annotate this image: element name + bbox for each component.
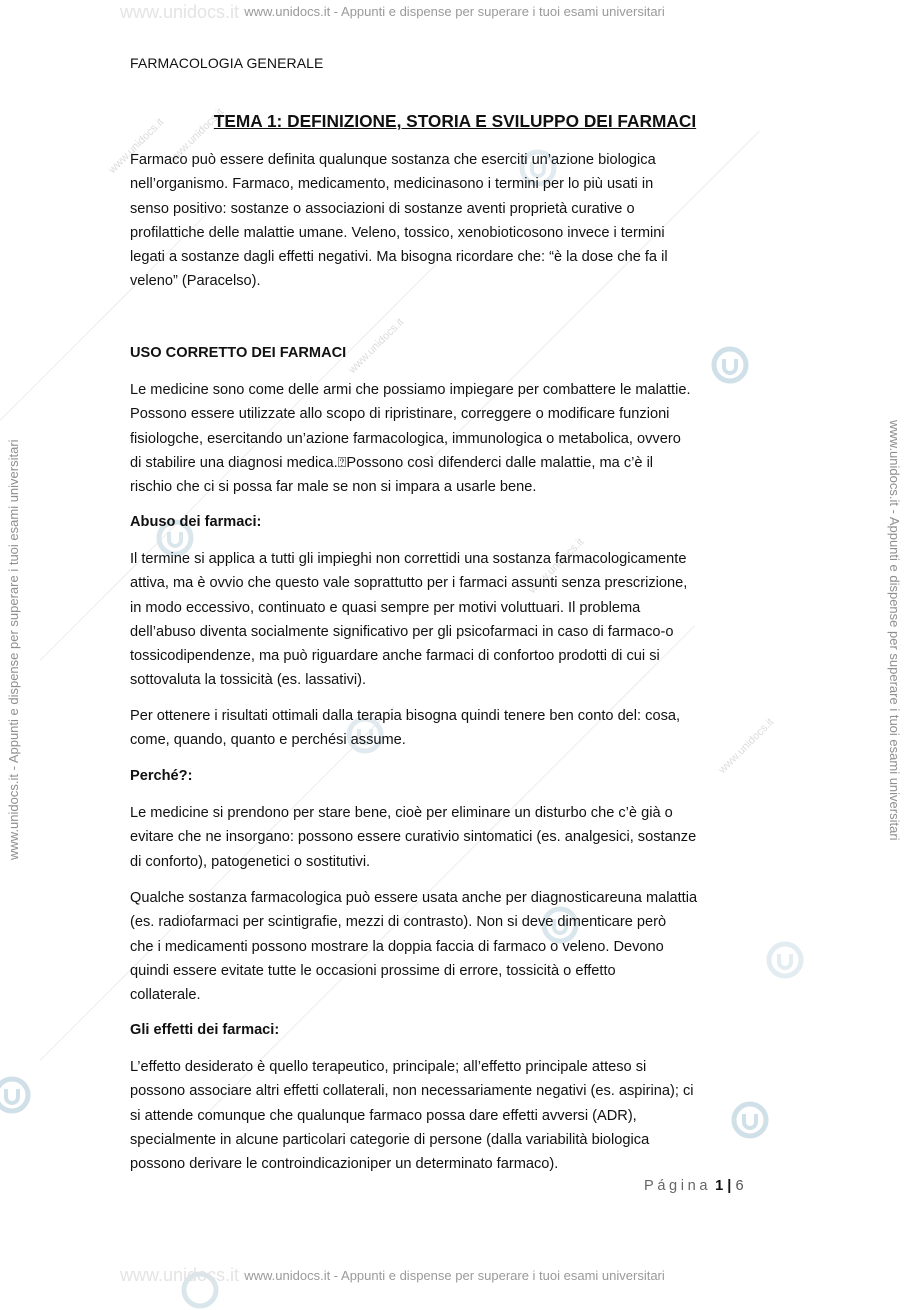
section-heading-perche: Perché?: — [130, 768, 193, 784]
text-line: nell’organismo. Farmaco, medicamento, medicinasono i termini per lo più usati in — [130, 176, 654, 193]
text-line: di stabilire una diagnosi medica.⍰Possono così difenderci dalle malattie, ma c’è il — [130, 454, 654, 471]
watermark-top: www.unidocs.it - Appunti e dispense per superare i tuoi esami universitari — [244, 4, 665, 19]
text-line: legati a sostanze dagli effetti negativi. Ma bisogna ricordare che: “è la dose che fa il — [130, 249, 668, 266]
text-line: si attende comunque che qualunque farmaco possa dare effetti avversi (ADR), — [130, 1107, 637, 1124]
text-line: che i medicamenti possono mostrare la doppia faccia di farmaco o veleno. Devono — [130, 938, 664, 955]
text-line: veleno” (Paracelso). — [130, 273, 261, 290]
text-line: come, quando, quanto e perchési assume. — [130, 732, 406, 749]
text-line: rischio che ci si possa far male se non si impara a usarle bene. — [130, 479, 537, 496]
page-total: 6 — [735, 1178, 744, 1194]
intro-paragraph — [130, 148, 790, 294]
text-line: di conforto), patogenetici o sostitutivi. — [130, 853, 371, 870]
watermark-faint: www.unidocs.it — [716, 716, 777, 776]
section-heading-effetti: Gli effetti dei farmaci: — [130, 1022, 280, 1038]
text-line: Farmaco può essere definita qualunque sostanza che eserciti un’azione biologica — [130, 152, 656, 168]
perche-paragraph — [130, 801, 790, 874]
text-line: possono derivare le controindicazioniper un determinato farmaco). — [130, 1156, 559, 1173]
section-heading-uso: USO CORRETTO DEI FARMACI — [130, 345, 347, 361]
text-line: collaterale. — [130, 987, 201, 1004]
text-line: Qualche sostanza farmacologica può essere usata anche per diagnosticareuna malattia — [130, 890, 698, 906]
watermark-side-right: www.unidocs.it - Appunti e dispense per superare i tuoi esami universitari — [887, 420, 902, 841]
course-header: FARMACOLOGIA GENERALE — [130, 55, 324, 71]
text-line: dell’abuso diventa socialmente significativo per gli psicofarmaci in caso di farmaco-o — [130, 623, 674, 640]
text-line: possono associare altri effetti collaterali, non necessariamente negativi (es. aspirina); ci — [130, 1083, 694, 1100]
text-line: senso positivo: sostanze o associazioni di sostanze aventi proprietà curative o — [130, 200, 635, 217]
uso-paragraph — [130, 378, 790, 499]
page-number — [644, 1178, 744, 1194]
page-separator: | — [727, 1178, 732, 1194]
effetti-paragraph — [130, 1055, 790, 1176]
watermark-ghost-top: www.unidocs.it — [120, 2, 240, 22]
text-line: Le medicine si prendono per stare bene, cioè per eliminare un disturbo che c’è già o — [130, 805, 673, 821]
text-line: sottovaluta la tossicità (es. lassativi). — [130, 672, 367, 689]
text-line: fisiologche, esercitando un’azione farmacologica, immunologica o metabolica, ovvero — [130, 430, 681, 447]
text-line: attiva, ma è ovvio che questo vale soprattutto per i farmaci assunti senza prescrizione, — [130, 575, 688, 592]
text-line: L’effetto desiderato è quello terapeutico, principale; all’effetto principale atteso si — [130, 1059, 647, 1075]
text-line: in modo eccessivo, continuato e quasi sempre per motivi voluttuari. Il problema — [130, 599, 641, 616]
text-line: quindi essere evitate tutte le occasioni prossime di errore, tossicità o effetto — [130, 962, 616, 979]
perche-paragraph-2 — [130, 886, 790, 1007]
watermark-faint: www.unidocs.it — [346, 316, 407, 376]
page-word: Página — [644, 1178, 712, 1194]
text-line: tossicodipendenze, ma può riguardare anche farmaci di confortoo prodotti di cui si — [130, 648, 660, 665]
watermark-side-left: www.unidocs.it - Appunti e dispense per superare i tuoi esami universitari — [6, 439, 21, 860]
abuso-paragraph — [130, 547, 790, 693]
abuso-paragraph-2 — [130, 704, 790, 753]
text-line: evitare che ne insorgano: possono essere curativio sintomatici (es. analgesici, sostanze — [130, 829, 697, 846]
page-current: 1 — [715, 1178, 724, 1194]
page-title: TEMA 1: DEFINIZIONE, STORIA E SVILUPPO DEI FARMACI — [213, 111, 697, 131]
watermark-ghost-bottom: www.unidocs.it — [120, 1265, 240, 1285]
watermark-faint: www.unidocs.it — [106, 116, 167, 176]
text-line: profilattiche delle malattie umane. Veleno, tossico, xenobioticosono invece i termini — [130, 224, 665, 241]
text-line: (es. radiofarmaci per scintigrafie, mezzi di contrasto). Non si deve dimenticare però — [130, 914, 667, 931]
watermark-faint: www.unidocs.it — [166, 106, 227, 166]
text-line: Il termine si applica a tutti gli impieghi non correttidi una sostanza farmacologicamente — [130, 551, 687, 567]
text-line: specialmente in alcune particolari categorie di persone (dalla variabilità biologica — [130, 1131, 650, 1148]
text-line: Le medicine sono come delle armi che possiamo impiegare per combattere le malattie. — [130, 382, 691, 398]
watermark-bottom: www.unidocs.it - Appunti e dispense per superare i tuoi esami universitari — [244, 1268, 665, 1283]
watermark-diagonal-line — [40, 707, 394, 1061]
unidocs-logo-icon — [0, 1075, 32, 1115]
section-heading-abuso: Abuso dei farmaci: — [130, 514, 262, 530]
text-line: Per ottenere i risultati ottimali dalla terapia bisogna quindi tenere ben conto del: cosa, — [130, 708, 681, 724]
text-line: Possono essere utilizzate allo scopo di ripristinare, correggere o modificare funzioni — [130, 406, 670, 423]
watermark-faint: www.unidocs.it — [526, 536, 587, 596]
